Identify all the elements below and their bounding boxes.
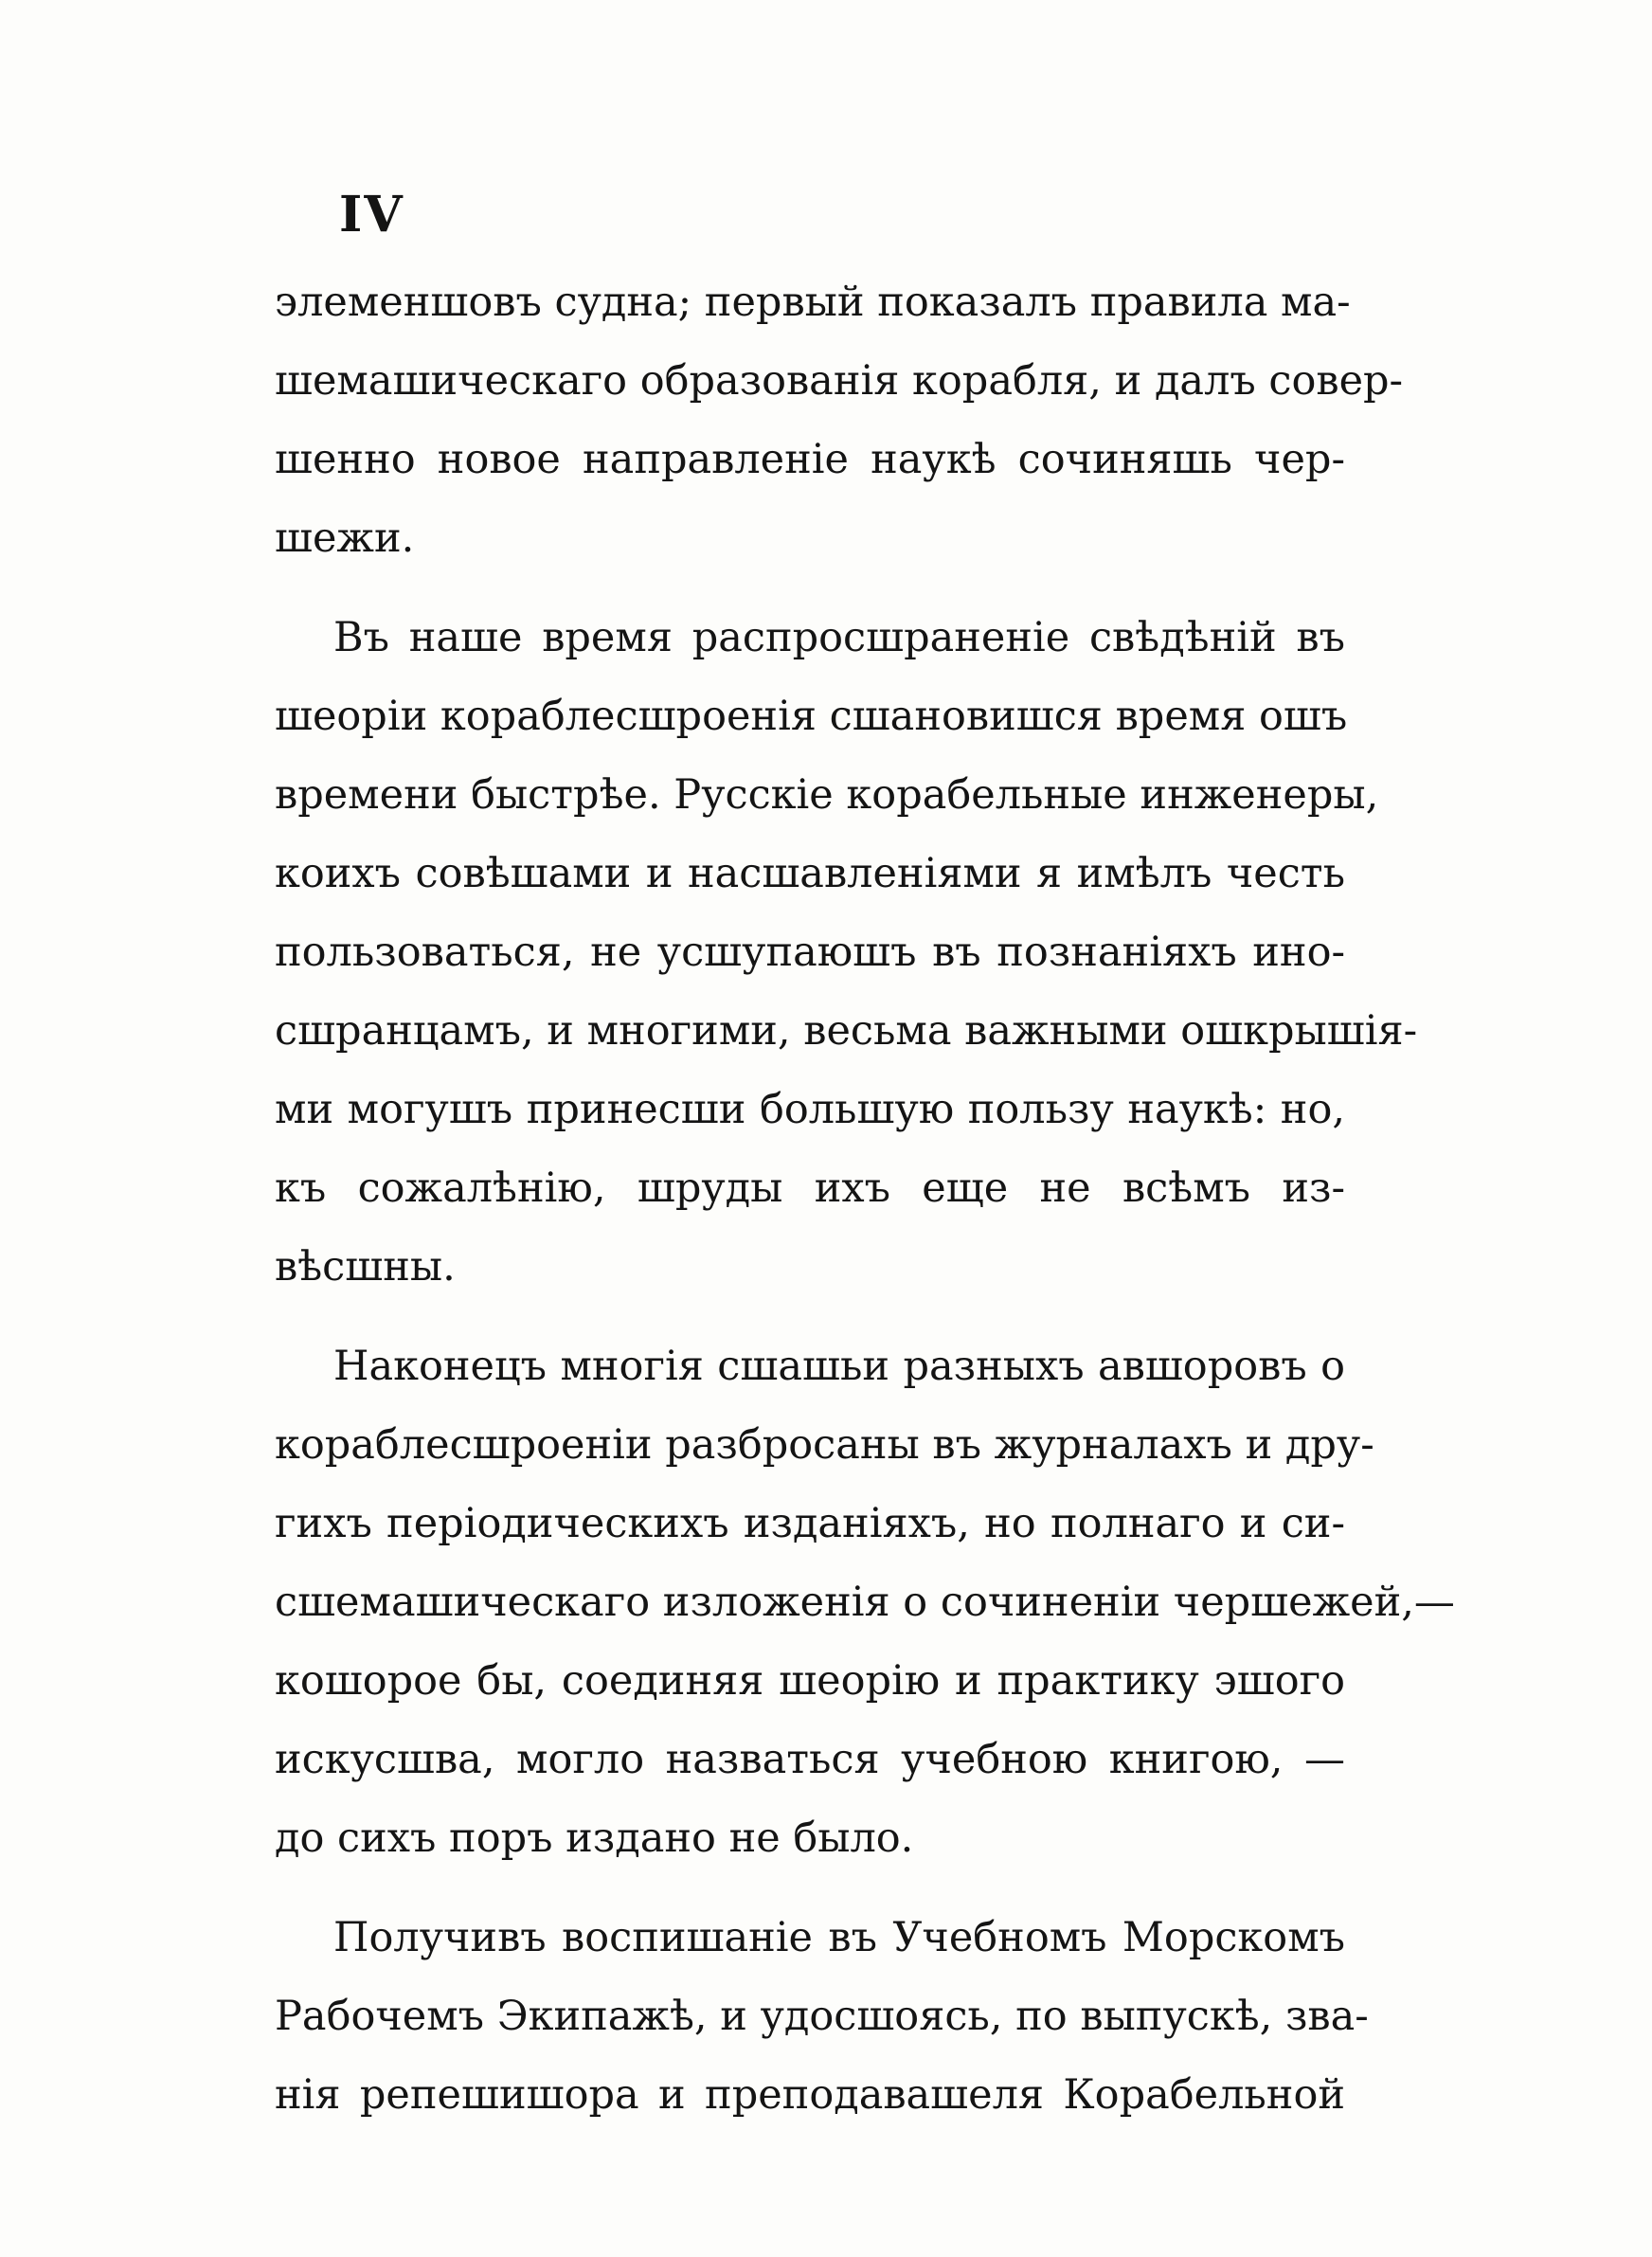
- text-line: искусшва, могло назваться учебною книгою, —: [275, 1736, 1345, 1783]
- text-line: Наконецъ многія сшашьи разныхъ авшоровъ о: [333, 1343, 1345, 1390]
- text-line: нія репешишора и преподавашеля Корабельной: [275, 2071, 1345, 2119]
- text-line: Въ наше время распросшраненіе свѣдѣній въ: [333, 614, 1345, 661]
- text-line: коихъ совѣшами и насшавленіями я имѣлъ честь: [275, 850, 1345, 897]
- body-text: [275, 263, 1455, 2135]
- text-line: вѣсшны.: [275, 1243, 456, 1291]
- text-line: пользоваться, не усшупаюшъ въ познаніяхъ ино-: [275, 929, 1345, 976]
- text-line: шеоріи кораблесшроенія сшановишся время ошъ: [275, 693, 1348, 740]
- text-line: шемашическаго образованія корабля, и далъ совер-: [275, 357, 1404, 405]
- text-line: шенно новое направленіе наукѣ сочиняшь чер-: [275, 436, 1345, 483]
- text-line: времени быстрѣе. Русскіе корабельные инженеры,: [275, 771, 1379, 819]
- page-number: IV: [339, 186, 404, 244]
- text-line: къ сожалѣнію, шруды ихъ еще не всѣмъ из-: [275, 1165, 1345, 1212]
- text-line: сшранцамъ, и многими, весьма важными ошкрышія-: [275, 1007, 1418, 1055]
- paragraph-gap: [275, 1878, 1345, 1899]
- text-line: до сихъ поръ издано не было.: [275, 1815, 914, 1862]
- text-line: Рабочемъ Экипажѣ, и удосшоясь, по выпускѣ, зва-: [275, 1993, 1369, 2040]
- paragraph-gap: [275, 1307, 1345, 1327]
- text-line: шежи.: [275, 515, 415, 562]
- text-line: гихъ періодическихъ изданіяхъ, но полнаго и си-: [275, 1500, 1345, 1547]
- text-line: Получивъ воспишаніе въ Учебномъ Морскомъ: [333, 1914, 1345, 1961]
- text-line: кораблесшроеніи разбросаны въ журналахъ и дру-: [275, 1421, 1374, 1469]
- text-line: ми могушъ принесши большую пользу наукѣ: но,: [275, 1086, 1345, 1133]
- text-line: элеменшовъ судна; первый показалъ правила ма-: [275, 279, 1351, 326]
- paragraph-gap: [275, 578, 1345, 599]
- text-line: кошорое бы, соединяя шеорію и практику эшого: [275, 1657, 1345, 1705]
- text-line: сшемашическаго изложенія о сочиненіи чершежей,—: [275, 1579, 1455, 1626]
